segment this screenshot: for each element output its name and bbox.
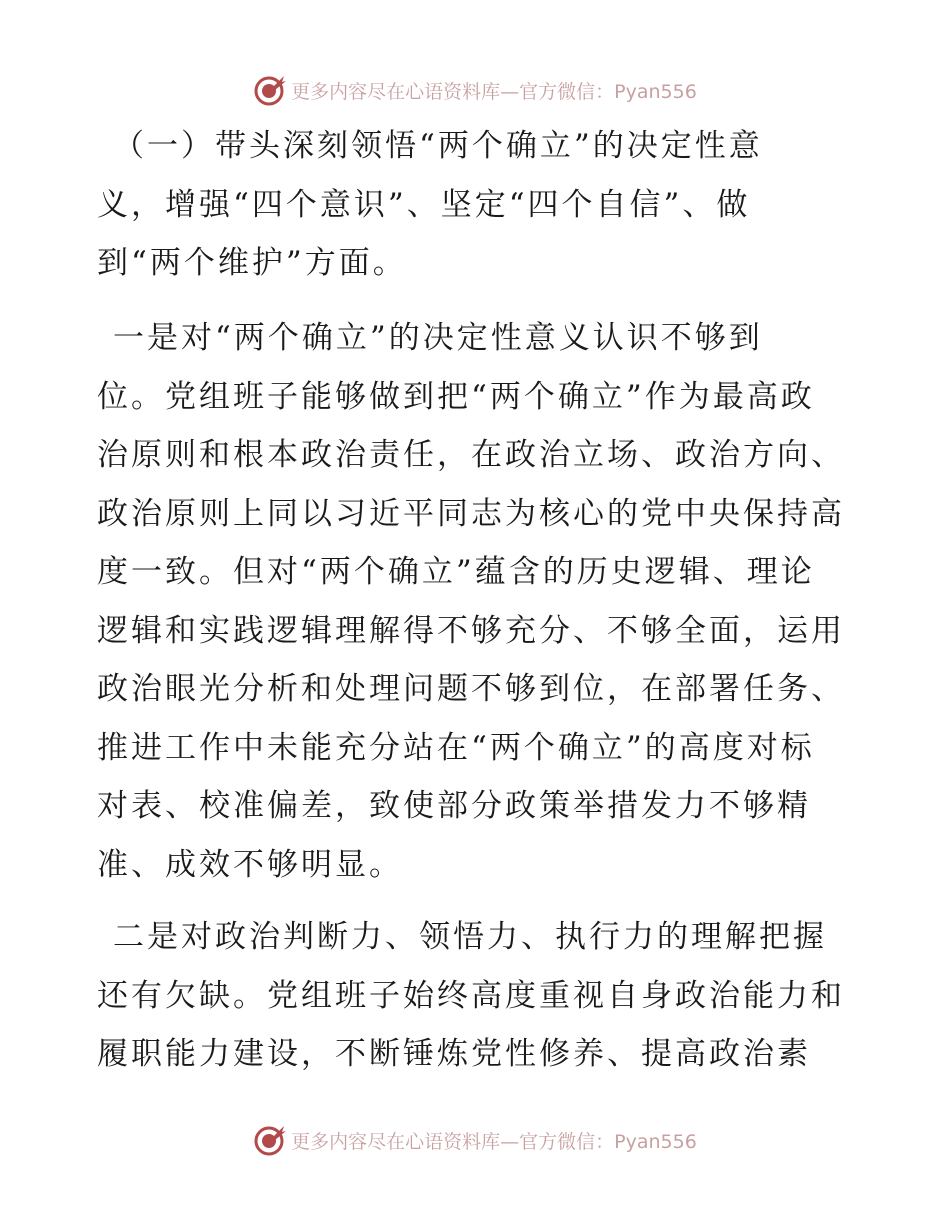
paragraph-line: 政治眼光分析和处理问题不够到位，在部署任务、 — [97, 671, 845, 707]
heading-line: （一）带头深刻领悟“两个确立”的决定性意 — [113, 128, 763, 164]
feather-seal-icon — [253, 1123, 287, 1157]
heading-line: 到“两个维护”方面。 — [97, 245, 407, 281]
paragraph-2 — [97, 908, 867, 1084]
heading-line: 义，增强“四个意识”、坚定“四个自信”、做 — [97, 186, 751, 223]
paragraph-line: 二是对政治判断力、领悟力、执行力的理解把握 — [113, 919, 827, 955]
paragraph-line: 准、成效不够明显。 — [97, 846, 403, 883]
section-heading — [97, 117, 867, 293]
paragraph-line: 一是对“两个确立”的决定性意义认识不够到 — [113, 320, 763, 356]
paragraph-line: 治原则和根本政治责任，在政治立场、政治方向、 — [97, 437, 845, 473]
paragraph-1 — [97, 309, 867, 894]
watermark-text: 更多内容尽在心语资料库—官方微信：Pyan556 — [291, 80, 697, 103]
watermark-banner-top — [0, 70, 950, 110]
feather-seal-icon — [253, 73, 287, 107]
paragraph-line: 度一致。但对“两个确立”蕴含的历史逻辑、理论 — [97, 554, 815, 590]
paragraph-line: 对表、校准偏差，致使部分政策举措发力不够精 — [97, 788, 811, 824]
watermark-text: 更多内容尽在心语资料库—官方微信：Pyan556 — [291, 1130, 697, 1153]
paragraph-line: 推进工作中未能充分站在“两个确立”的高度对标 — [97, 729, 815, 766]
paragraph-line: 政治原则上同以习近平同志为核心的党中央保持高 — [97, 495, 845, 532]
watermark-banner-bottom — [0, 1120, 950, 1160]
paragraph-line: 位。党组班子能够做到把“两个确立”作为最高政 — [97, 378, 815, 415]
paragraph-line: 逻辑和实践逻辑理解得不够充分、不够全面，运用 — [97, 612, 845, 649]
paragraph-line: 还有欠缺。党组班子始终高度重视自身政治能力和 — [97, 977, 845, 1014]
paragraph-line: 履职能力建设，不断锤炼党性修养、提高政治素 — [97, 1036, 811, 1072]
